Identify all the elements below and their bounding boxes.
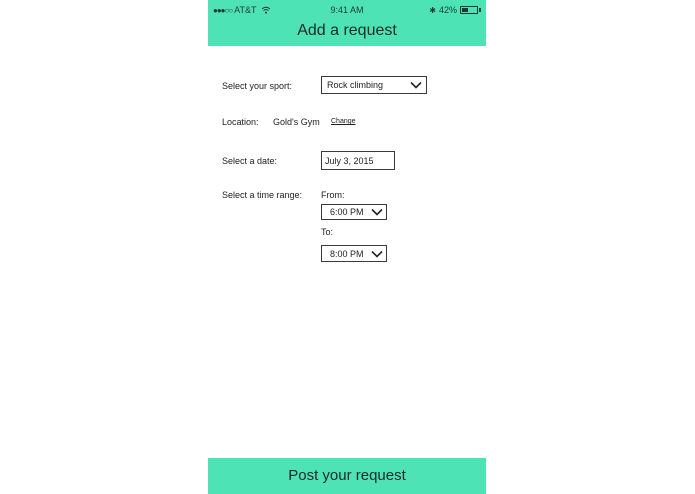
from-label: From: <box>321 190 345 200</box>
chevron-down-icon <box>410 81 422 89</box>
date-field[interactable] <box>321 151 395 170</box>
date-label: Select a date: <box>222 156 278 166</box>
to-label: To: <box>321 227 334 237</box>
status-bar <box>208 0 486 20</box>
time-range-label: Select a time range: <box>222 190 303 200</box>
chevron-down-icon <box>371 208 383 216</box>
change-location-link[interactable]: Change <box>331 118 356 125</box>
battery-nub <box>479 8 481 12</box>
to-time-select[interactable] <box>321 245 387 262</box>
post-request-button[interactable]: Post your request <box>208 458 486 494</box>
status-time: 9:41 AM <box>330 5 364 15</box>
bluetooth-icon: ✱ <box>429 5 436 15</box>
battery-fill <box>462 8 468 12</box>
sport-select[interactable] <box>321 76 427 94</box>
page-title: Add a request <box>297 22 397 39</box>
battery-percent: 42% <box>438 5 457 15</box>
date-field-value: July 3, 2015 <box>325 155 374 166</box>
header-bar <box>208 0 486 46</box>
chevron-down-icon <box>371 250 383 258</box>
sport-select-value: Rock climbing <box>327 80 384 90</box>
to-time-value: 8:00 PM <box>330 248 364 259</box>
battery-icon <box>460 6 478 14</box>
carrier-name: AT&T <box>234 5 257 15</box>
sport-label: Select your sport: <box>222 81 293 91</box>
from-time-select[interactable] <box>321 204 387 220</box>
from-time-value: 6:00 PM <box>330 207 364 217</box>
location-label: Location: <box>222 117 259 127</box>
phone-screen <box>208 0 486 494</box>
location-value: Gold's Gym <box>273 117 320 127</box>
status-right <box>429 5 481 15</box>
signal-strength-icon: ●●●○○ <box>213 5 233 15</box>
